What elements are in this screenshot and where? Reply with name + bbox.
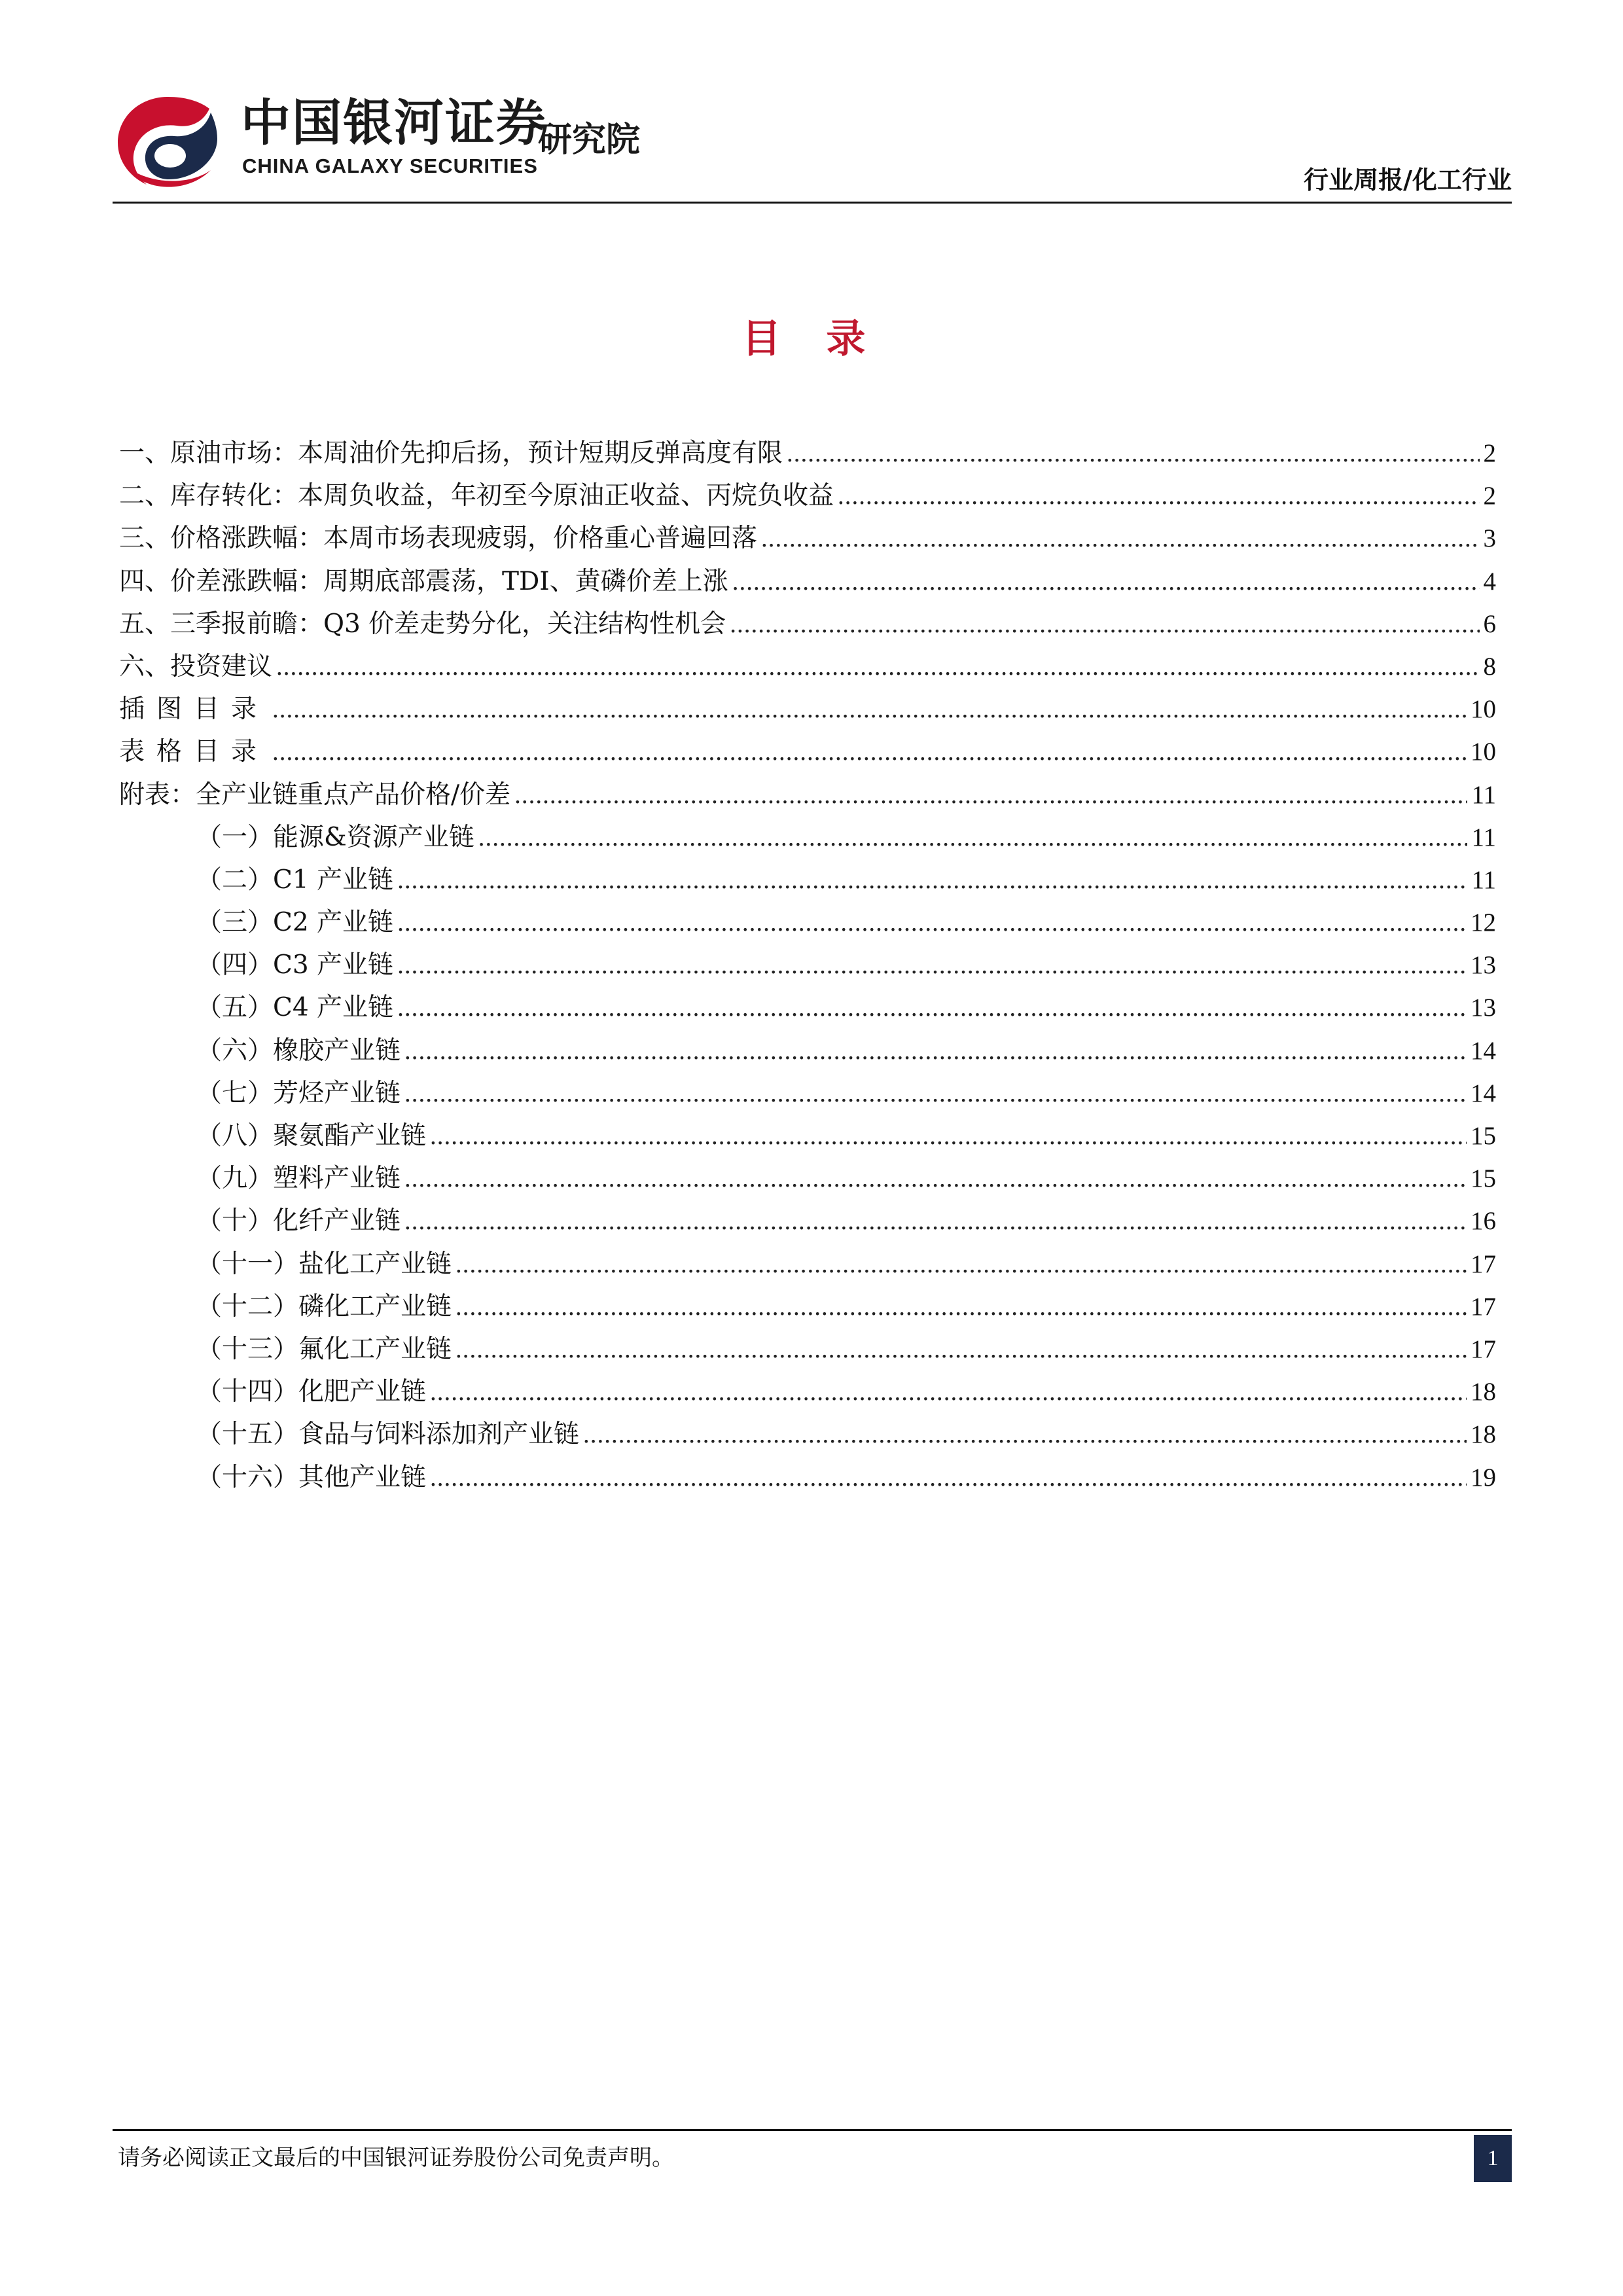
- toc-entry-page: 10: [1471, 738, 1496, 766]
- toc-dot-leader: [404, 1072, 1467, 1115]
- brand-subtitle: 研究院: [538, 120, 641, 160]
- toc-dot-leader: [404, 1157, 1467, 1200]
- toc-entry-label: （十）化纤产业链: [196, 1206, 401, 1236]
- toc-dot-leader: [404, 1200, 1467, 1242]
- footer-disclaimer: 请务必阅读正文最后的中国银河证券股份公司免责声明。: [118, 2145, 674, 2171]
- toc-entry-label: （四）C3 产业链: [196, 950, 394, 980]
- toc-entry-page: 13: [1471, 951, 1496, 980]
- toc-dot-leader: [397, 986, 1467, 1029]
- toc-entry-page: 8: [1483, 652, 1496, 681]
- toc-entry[interactable]: [119, 986, 1496, 1029]
- toc-entry-page: 6: [1483, 609, 1496, 638]
- toc-entry-page: 4: [1483, 567, 1496, 596]
- toc-dot-leader: [272, 730, 1467, 773]
- toc-entry-label: （十三）氟化工产业链: [196, 1334, 452, 1364]
- report-type: 行业周报/化工行业: [1304, 166, 1512, 194]
- toc-entry-label: （八）聚氨酯产业链: [196, 1121, 427, 1151]
- toc-entry[interactable]: [119, 1456, 1496, 1499]
- toc-entry-label: 表格目录: [119, 737, 269, 767]
- toc-entry[interactable]: [119, 1413, 1496, 1456]
- toc-dot-leader: [455, 1285, 1467, 1328]
- toc-entry[interactable]: [119, 1030, 1496, 1072]
- toc-entry[interactable]: [119, 432, 1496, 475]
- toc-entry-label: 六、投资建议: [119, 651, 273, 681]
- header-divider: [113, 202, 1512, 204]
- toc-dot-leader: [276, 645, 1479, 688]
- toc-entry-label: 附表：全产业链重点产品价格/价差: [119, 780, 511, 810]
- brand-name-en: CHINA GALAXY SECURITIES: [242, 154, 538, 177]
- toc-entry-page: 11: [1471, 780, 1496, 809]
- toc-dot-leader: [397, 944, 1467, 986]
- toc-entry[interactable]: [119, 645, 1496, 688]
- page-header: [0, 0, 1623, 209]
- toc-entry-label: （六）橡胶产业链: [196, 1035, 401, 1066]
- table-of-contents: [119, 432, 1496, 1499]
- toc-entry-label: 二、库存转化：本周负收益，年初至今原油正收益、丙烷负收益: [119, 481, 834, 511]
- toc-entry-page: 2: [1483, 439, 1496, 467]
- toc-entry[interactable]: [119, 859, 1496, 901]
- toc-entry[interactable]: [119, 730, 1496, 773]
- toc-entry-label: 一、原油市场：本周油价先抑后扬，预计短期反弹高度有限: [119, 439, 783, 468]
- toc-entry-page: 17: [1471, 1292, 1496, 1321]
- toc-entry-page: 15: [1471, 1164, 1496, 1193]
- toc-entry-label: （十一）盐化工产业链: [196, 1249, 452, 1279]
- toc-entry-page: 2: [1483, 482, 1496, 511]
- toc-entry-label: （十五）食品与饲料添加剂产业链: [196, 1420, 580, 1450]
- toc-entry-page: 12: [1471, 908, 1496, 937]
- toc-dot-leader: [787, 432, 1479, 475]
- toc-entry[interactable]: [119, 1243, 1496, 1285]
- toc-dot-leader: [583, 1413, 1467, 1456]
- toc-entry-page: 14: [1471, 1036, 1496, 1065]
- footer-divider: [113, 2129, 1512, 2131]
- toc-entry-page: 16: [1471, 1207, 1496, 1236]
- toc-entry-label: （三）C2 产业链: [196, 908, 394, 938]
- toc-dot-leader: [730, 603, 1479, 645]
- toc-entry[interactable]: [119, 1157, 1496, 1200]
- toc-entry-label: 插图目录: [119, 694, 269, 725]
- toc-entry-page: 11: [1471, 823, 1496, 852]
- toc-entry-label: 四、价差涨跌幅：周期底部震荡，TDI、黄磷价差上涨: [119, 566, 728, 596]
- toc-dot-leader: [455, 1328, 1467, 1371]
- toc-entry-label: （十四）化肥产业链: [196, 1377, 427, 1407]
- toc-entry[interactable]: [119, 1115, 1496, 1157]
- toc-dot-leader: [455, 1243, 1467, 1285]
- toc-entry-page: 18: [1471, 1378, 1496, 1407]
- toc-entry-page: 15: [1471, 1122, 1496, 1150]
- toc-entry[interactable]: [119, 944, 1496, 986]
- toc-entry[interactable]: [119, 1072, 1496, 1115]
- toc-entry[interactable]: [119, 517, 1496, 560]
- china-galaxy-logo-icon: [113, 93, 224, 191]
- toc-entry[interactable]: [119, 688, 1496, 730]
- toc-dot-leader: [732, 560, 1480, 603]
- toc-entry[interactable]: [119, 560, 1496, 603]
- toc-entry-page: 19: [1471, 1463, 1496, 1492]
- toc-entry-label: （九）塑料产业链: [196, 1164, 401, 1194]
- toc-dot-leader: [430, 1115, 1467, 1157]
- toc-entry[interactable]: [119, 901, 1496, 944]
- page-number-badge: 1: [1474, 2135, 1512, 2182]
- toc-entry[interactable]: [119, 603, 1496, 645]
- toc-dot-leader: [838, 475, 1479, 517]
- toc-entry-label: （五）C4 产业链: [196, 993, 394, 1023]
- toc-entry-page: 11: [1471, 865, 1496, 894]
- toc-entry-label: 三、价格涨跌幅：本周市场表现疲弱，价格重心普遍回落: [119, 524, 758, 554]
- toc-entry[interactable]: [119, 475, 1496, 517]
- toc-entry-page: 10: [1471, 695, 1496, 724]
- toc-entry[interactable]: [119, 1200, 1496, 1242]
- toc-dot-leader: [397, 859, 1467, 901]
- toc-entry-label: （七）芳烃产业链: [196, 1078, 401, 1108]
- toc-entry[interactable]: [119, 774, 1496, 816]
- toc-entry[interactable]: [119, 816, 1496, 859]
- toc-entry-label: （一）能源&资源产业链: [196, 822, 474, 852]
- toc-dot-leader: [272, 688, 1467, 730]
- toc-entry-label: （十六）其他产业链: [196, 1462, 427, 1492]
- toc-entry-page: 14: [1471, 1079, 1496, 1107]
- brand-name-cn: 中国银河证券: [241, 94, 547, 152]
- toc-entry-label: （十二）磷化工产业链: [196, 1291, 452, 1321]
- toc-dot-leader: [478, 816, 1468, 859]
- toc-dot-leader: [514, 774, 1467, 816]
- toc-dot-leader: [430, 1456, 1467, 1499]
- toc-entry[interactable]: [119, 1328, 1496, 1371]
- toc-entry-page: 18: [1471, 1420, 1496, 1449]
- toc-dot-leader: [761, 517, 1479, 560]
- toc-entry-label: （二）C1 产业链: [196, 865, 394, 895]
- toc-entry-page: 17: [1471, 1335, 1496, 1363]
- toc-title: 目 录: [741, 316, 882, 362]
- toc-entry[interactable]: [119, 1285, 1496, 1328]
- toc-entry-page: 3: [1483, 524, 1496, 553]
- toc-entry-label: 五、三季报前瞻：Q3 价差走势分化，关注结构性机会: [119, 609, 726, 639]
- toc-dot-leader: [430, 1371, 1467, 1413]
- toc-entry-page: 17: [1471, 1249, 1496, 1278]
- toc-dot-leader: [397, 901, 1467, 944]
- toc-entry[interactable]: [119, 1371, 1496, 1413]
- toc-dot-leader: [404, 1030, 1467, 1072]
- toc-entry-page: 13: [1471, 994, 1496, 1022]
